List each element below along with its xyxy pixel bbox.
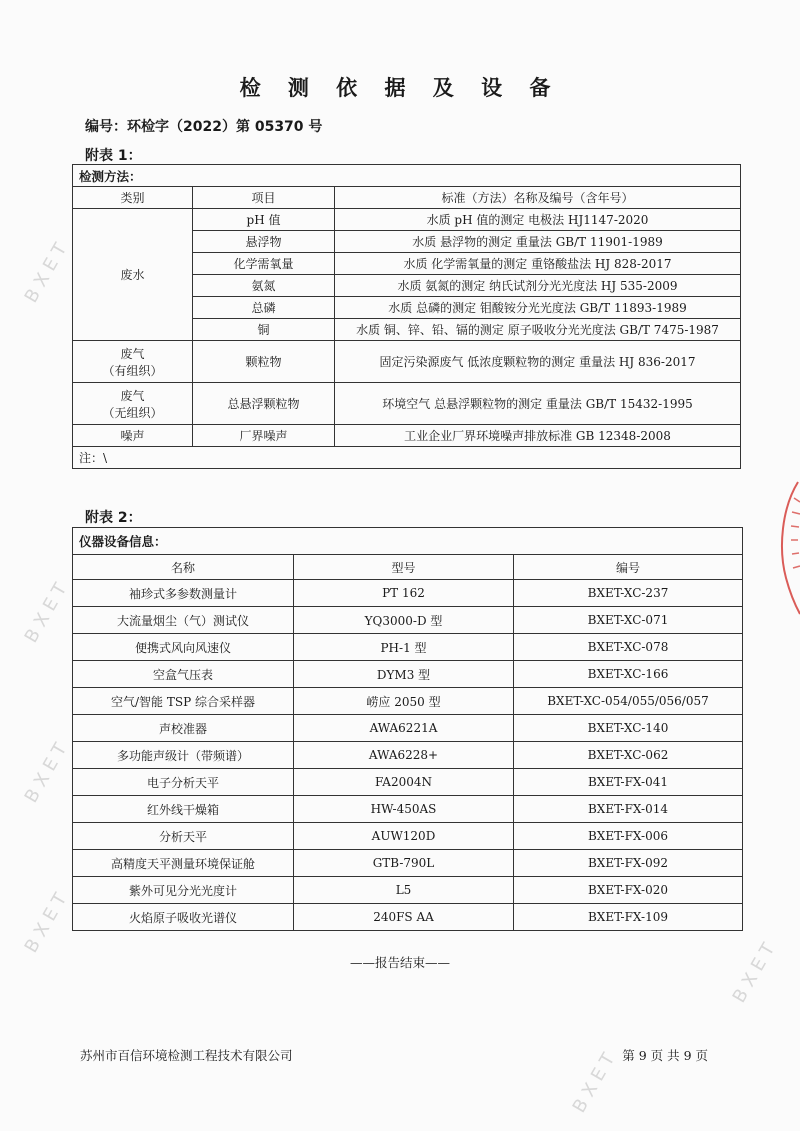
equipment-code: BXET-FX-014 (514, 796, 743, 823)
column-header: 型号 (294, 555, 514, 580)
equipment-code: BXET-FX-041 (514, 769, 743, 796)
equipment-name: 大流量烟尘（气）测试仪 (73, 607, 294, 634)
section-title: 仪器设备信息： (73, 528, 743, 555)
equipment-name: 高精度天平测量环境保证舱 (73, 850, 294, 877)
equipment-table (72, 527, 743, 931)
equipment-name: 多功能声级计（带频谱） (73, 742, 294, 769)
standard-cell: 工业企业厂界环境噪声排放标准 GB 12348-2008 (335, 425, 741, 447)
equipment-name: 便携式风向风速仪 (73, 634, 294, 661)
table-row (73, 742, 743, 769)
table-row (73, 580, 743, 607)
table-row (73, 769, 743, 796)
table-row (73, 661, 743, 688)
equipment-model: AWA6221A (294, 715, 514, 742)
column-header: 标准（方法）名称及编号（含年号） (335, 187, 741, 209)
category-line: 废气 (120, 388, 145, 403)
item-cell: 铜 (193, 319, 335, 341)
category-line: （无组织） (102, 405, 163, 420)
appendix-1-label: 附表 1： (85, 148, 142, 164)
equipment-code: BXET-XC-062 (514, 742, 743, 769)
equipment-model: PH-1 型 (294, 634, 514, 661)
equipment-name: 空盒气压表 (73, 661, 294, 688)
item-cell: 化学需氧量 (193, 253, 335, 275)
equipment-code: BXET-XC-140 (514, 715, 743, 742)
equipment-model: AWA6228+ (294, 742, 514, 769)
watermark-mark: BXET (568, 1044, 623, 1117)
watermark-mark: BXET (20, 734, 75, 807)
column-header: 类别 (73, 187, 193, 209)
equipment-model: FA2004N (294, 769, 514, 796)
standard-cell: 水质 氨氮的测定 纳氏试剂分光光度法 HJ 535-2009 (335, 275, 741, 297)
report-end-mark: ——报告结束—— (349, 955, 450, 970)
equipment-model: GTB-790L (294, 850, 514, 877)
note-cell: 注：\ (73, 447, 741, 469)
item-cell: 厂界噪声 (193, 425, 335, 447)
category-cell: 废水 (73, 209, 193, 341)
column-header: 项目 (193, 187, 335, 209)
watermark-mark: BXET (20, 574, 75, 647)
equipment-code: BXET-FX-006 (514, 823, 743, 850)
equipment-model: 240FS AA (294, 904, 514, 931)
equipment-name: 红外线干燥箱 (73, 796, 294, 823)
table-row (73, 796, 743, 823)
report-number: 编号：环检字（2022）第 05370 号 (85, 119, 323, 135)
standard-cell: 水质 悬浮物的测定 重量法 GB/T 11901-1989 (335, 231, 741, 253)
section-title: 检测方法： (73, 165, 741, 187)
table-row (73, 715, 743, 742)
equipment-code: BXET-XC-078 (514, 634, 743, 661)
standard-cell: 环境空气 总悬浮颗粒物的测定 重量法 GB/T 15432-1995 (335, 383, 741, 425)
category-line: （有组织） (102, 363, 163, 378)
equipment-model: DYM3 型 (294, 661, 514, 688)
column-header: 编号 (514, 555, 743, 580)
equipment-model: AUW120D (294, 823, 514, 850)
standard-cell: 水质 铜、锌、铅、镉的测定 原子吸收分光光度法 GB/T 7475-1987 (335, 319, 741, 341)
equipment-name: 电子分析天平 (73, 769, 294, 796)
equipment-code: BXET-XC-166 (514, 661, 743, 688)
equipment-name: 声校准器 (73, 715, 294, 742)
equipment-code: BXET-XC-071 (514, 607, 743, 634)
equipment-model: L5 (294, 877, 514, 904)
equipment-code: BXET-FX-092 (514, 850, 743, 877)
equipment-name: 紫外可见分光光度计 (73, 877, 294, 904)
equipment-name: 空气/智能 TSP 综合采样器 (73, 688, 294, 715)
category-cell (73, 341, 193, 383)
standard-cell: 水质 pH 值的测定 电极法 HJ1147-2020 (335, 209, 741, 231)
column-header: 名称 (73, 555, 294, 580)
table-row (73, 688, 743, 715)
footer-company: 苏州市百信环境检测工程技术有限公司 (80, 1048, 293, 1063)
item-cell: 悬浮物 (193, 231, 335, 253)
table-row (73, 904, 743, 931)
footer-page-number: 第 9 页 共 9 页 (622, 1048, 708, 1063)
standard-cell: 水质 化学需氧量的测定 重铬酸盐法 HJ 828-2017 (335, 253, 741, 275)
equipment-model: HW-450AS (294, 796, 514, 823)
equipment-code: BXET-FX-109 (514, 904, 743, 931)
seal-stamp-icon (764, 478, 800, 618)
table-row (73, 823, 743, 850)
table-row (73, 634, 743, 661)
item-cell: 总磷 (193, 297, 335, 319)
equipment-code: BXET-XC-054/055/056/057 (514, 688, 743, 715)
page-title: 检 测 依 据 及 设 备 (239, 76, 561, 100)
equipment-name: 分析天平 (73, 823, 294, 850)
equipment-code: BXET-XC-237 (514, 580, 743, 607)
table-row (73, 877, 743, 904)
equipment-name: 火焰原子吸收光谱仪 (73, 904, 294, 931)
appendix-2-label: 附表 2： (85, 510, 142, 526)
item-cell: 总悬浮颗粒物 (193, 383, 335, 425)
watermark-mark: BXET (20, 234, 75, 307)
item-cell: 颗粒物 (193, 341, 335, 383)
category-cell (73, 383, 193, 425)
standard-cell: 水质 总磷的测定 钼酸铵分光光度法 GB/T 11893-1989 (335, 297, 741, 319)
table-row (73, 607, 743, 634)
table-row (73, 850, 743, 877)
equipment-name: 袖珍式多参数测量计 (73, 580, 294, 607)
equipment-code: BXET-FX-020 (514, 877, 743, 904)
equipment-model: PT 162 (294, 580, 514, 607)
equipment-model: 崂应 2050 型 (294, 688, 514, 715)
category-cell: 噪声 (73, 425, 193, 447)
watermark-mark: BXET (728, 934, 783, 1007)
item-cell: 氨氮 (193, 275, 335, 297)
detection-method-table (72, 164, 741, 469)
equipment-model: YQ3000-D 型 (294, 607, 514, 634)
category-line: 废气 (120, 346, 145, 361)
item-cell: pH 值 (193, 209, 335, 231)
standard-cell: 固定污染源废气 低浓度颗粒物的测定 重量法 HJ 836-2017 (335, 341, 741, 383)
watermark-mark: BXET (20, 884, 75, 957)
